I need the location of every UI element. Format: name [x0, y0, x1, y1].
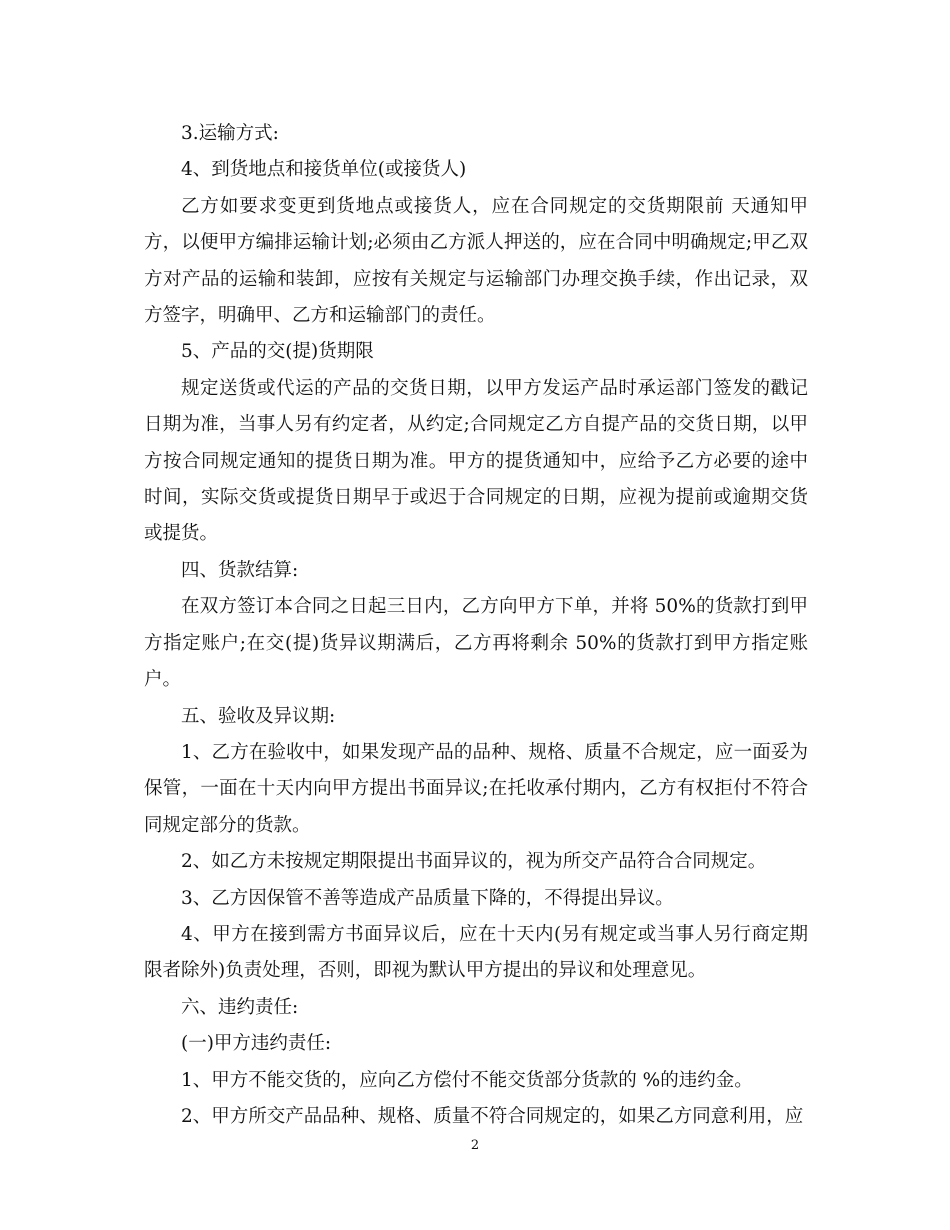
paragraph-inspection-item-4: 4、甲方在接到需方书面异议后，应在十天内(另有规定或当事人另行商定期限者除外)负责处理，否则，即视为默认甲方提出的异议和处理意见。: [144, 923, 808, 982]
paragraph-delivery-period-body: 规定送货或代运的产品的交货日期，以甲方发运产品时承运部门签发的戳记日期为准，当事人另有约定者，从约定;合同规定乙方自提产品的交货日期，以甲方按合同规定通知的提货日期为准。甲方的提货通知中，应给予乙方必要的途中时间，实际交货或提货日期早于或迟于合同规定的日期，应视为提前或逾期交货或提货。: [144, 377, 808, 545]
paragraph-delivery-location-body: 乙方如要求变更到货地点或接货人，应在合同规定的交货期限前 天通知甲方，以便甲方编排运输计划;必须由乙方派人押送的，应在合同中明确规定;甲乙双方对产品的运输和装卸，应按有关规定与运输部门办理交换手续，作出记录，双方签字，明确甲、乙方和运输部门的责任。: [144, 195, 808, 327]
paragraph-delivery-period-heading: 5、产品的交(提)货期限: [181, 341, 374, 363]
paragraph-payment-body: 在双方签订本合同之日起三日内，乙方向甲方下单，并将 50%的货款打到甲方指定账户;在交(提)货异议期满后，乙方再将剩余 50%的货款打到甲方指定账户。: [144, 596, 808, 691]
section-heading-liability: 六、违约责任:: [181, 996, 299, 1018]
paragraph-inspection-item-2: 2、如乙方未按规定期限提出书面异议的，视为所交产品符合合同规定。: [181, 851, 767, 873]
document-body: [144, 116, 808, 1135]
page-number: 2: [470, 1138, 480, 1153]
paragraph-inspection-item-1: 1、乙方在验收中，如果发现产品的品种、规格、质量不合规定，应一面妥为保管，一面在十天内向甲方提出书面异议;在托收承付期内，乙方有权拒付不符合同规定部分的货款。: [144, 741, 808, 836]
paragraph-inspection-item-3: 3、乙方因保管不善等造成产品质量下降的，不得提出异议。: [181, 887, 674, 909]
paragraph-delivery-location-heading: 4、到货地点和接货单位(或接货人): [181, 159, 467, 181]
paragraph-transport-method: 3.运输方式:: [181, 123, 279, 144]
section-heading-payment: 四、货款结算:: [181, 559, 299, 581]
paragraph-liability-item-1: 1、甲方不能交货的，应向乙方偿付不能交货部分货款的 %的违约金。: [181, 1069, 753, 1091]
subsection-heading-party-a-liability: (一)甲方违约责任:: [181, 1033, 332, 1055]
section-heading-inspection: 五、验收及异议期:: [181, 705, 336, 727]
paragraph-liability-item-2: 2、甲方所交产品品种、规格、质量不符合同规定的，如果乙方同意利用，应: [181, 1105, 804, 1127]
